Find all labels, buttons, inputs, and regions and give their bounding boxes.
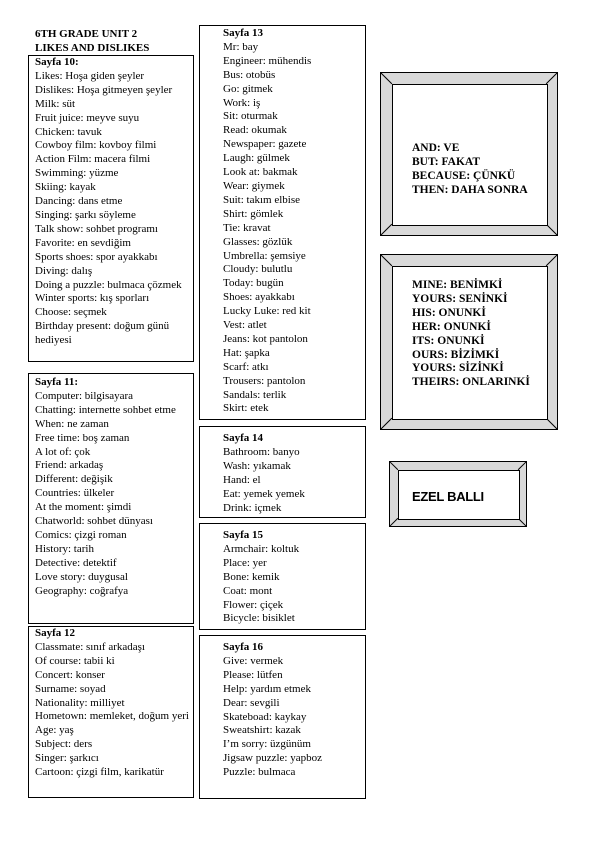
vocab-item: Skiing: kayak [35, 181, 96, 194]
sayfa14-title: Sayfa 14 [223, 432, 264, 444]
vocab-item: Birthday present: doğum günü hediyesi [35, 320, 170, 347]
possessive-item: YOURS: SENİNKİ [412, 292, 508, 305]
vocab-item: Shirt: gömlek [223, 207, 284, 220]
conjunction-item: AND: VE [412, 142, 460, 154]
vocab-item: Computer: bilgisayara [35, 389, 134, 402]
vocab-item: Of course: tabii ki [35, 654, 115, 667]
vocab-item: Newspaper: gazete [223, 138, 307, 151]
vocab-item: Sandals: terlik [223, 388, 287, 401]
vocab-item: Singer: şarkıcı [35, 752, 99, 765]
conjunction-item: BECAUSE: ÇÜNKÜ [412, 169, 516, 182]
vocab-item: Laugh: gülmek [223, 152, 290, 165]
sayfa16-list [223, 655, 365, 780]
vocab-item: Work: iş [223, 96, 261, 109]
vocab-item: A lot of: çok [35, 445, 91, 458]
sayfa13-title: Sayfa 13 [223, 27, 264, 39]
vocab-item: Comics: çizgi roman [35, 528, 127, 541]
vocab-item: Tie: kravat [223, 221, 271, 234]
sayfa16-box [199, 635, 366, 799]
vocab-item: Bone: kemik [223, 570, 280, 583]
vocab-item: Glasses: gözlük [223, 235, 293, 248]
vocab-item: Milk: süt [35, 97, 76, 110]
vocab-item: At the moment: şimdi [35, 501, 132, 514]
conjunction-item: BUT: FAKAT [412, 155, 481, 168]
sayfa10-box [28, 55, 194, 362]
conjunctions-list [412, 142, 547, 198]
possessive-item: YOURS: SİZİNKİ [412, 362, 504, 375]
vocab-item: Wear: giymek [223, 179, 285, 192]
vocab-item: Diving: dalış [35, 264, 93, 277]
vocab-item: Read: okumak [223, 124, 287, 137]
vocab-item: Concert: konser [35, 668, 105, 681]
vocab-item: Surname: soyad [35, 682, 106, 695]
header-grade: 6TH GRADE UNIT 2 [35, 28, 138, 40]
vocab-item: Classmate: sınıf arkadaşı [35, 640, 145, 653]
vocab-item: Hometown: memleket, doğum yeri [35, 710, 189, 723]
sayfa13-list [223, 41, 365, 416]
vocab-item: Fruit juice: meyve suyu [35, 111, 140, 124]
vocab-item: Shoes: ayakkabı [223, 291, 295, 304]
document-header [35, 28, 195, 56]
vocab-item: Subject: ders [35, 738, 93, 751]
vocab-item: Flower: çiçek [223, 598, 284, 611]
vocab-item: Dislikes: Hoşa gitmeyen şeyler [35, 83, 173, 96]
sayfa12-title: Sayfa 12 [35, 627, 76, 639]
vocab-item: Give: vermek [223, 654, 284, 667]
sayfa12-box [28, 626, 194, 798]
vocab-item: Likes: Hoşa giden şeyler [35, 69, 145, 82]
conjunctions-panel [392, 84, 548, 226]
vocab-item: Love story: duygusal [35, 570, 128, 583]
sayfa16-title: Sayfa 16 [223, 641, 264, 653]
vocab-item: Sit: oturmak [223, 110, 278, 123]
vocab-item: Singing: şarkı söyleme [35, 208, 136, 221]
vocab-item: Suit: takım elbise [223, 193, 300, 206]
possessives-frame [380, 254, 558, 430]
sayfa15-box [199, 523, 366, 630]
vocab-item: Sports shoes: spor ayakkabı [35, 250, 158, 263]
vocab-item: Hand: el [223, 473, 261, 486]
vocab-item: Please: lütfen [223, 668, 283, 681]
possessive-item: HER: ONUNKİ [412, 320, 491, 333]
vocab-item: Jigsaw puzzle: yapboz [223, 752, 322, 765]
vocab-item: Talk show: sohbet programı [35, 222, 158, 235]
vocab-item: Bicycle: bisiklet [223, 612, 295, 625]
vocab-item: Free time: boş zaman [35, 431, 130, 444]
vocab-item: Cartoon: çizgi film, karikatür [35, 766, 164, 779]
vocab-item: Friend: arkadaş [35, 459, 104, 472]
possessives-panel [392, 266, 548, 420]
possessive-item: THEIRS: ONLARINKİ [412, 376, 530, 389]
vocab-item: Bathroom: banyo [223, 445, 300, 458]
vocab-item: Doing a puzzle: bulmaca çözmek [35, 278, 182, 291]
possessive-item: OURS: BİZİMKİ [412, 348, 500, 361]
sayfa11-box [28, 373, 194, 624]
possessive-item: HIS: ONUNKİ [412, 306, 486, 319]
sayfa10-list [35, 70, 193, 348]
conjunctions-frame [380, 72, 558, 236]
vocab-item: Drink: içmek [223, 501, 282, 514]
author-frame [389, 461, 527, 527]
sayfa13-box [199, 25, 366, 420]
vocab-item: Chatworld: sohbet dünyası [35, 515, 153, 528]
sayfa11-title: Sayfa 11: [35, 376, 79, 388]
vocab-item: Choose: seçmek [35, 306, 107, 319]
conjunction-item: THEN: DAHA SONRA [412, 183, 528, 196]
possessives-list [412, 279, 547, 390]
vocab-item: Help: yardım etmek [223, 682, 311, 695]
vocab-item: Wash: yıkamak [223, 459, 291, 472]
vocab-item: Winter sports: kış sporları [35, 292, 150, 305]
vocab-item: Skateboad: kaykay [223, 710, 307, 723]
vocab-item: Nationality: milliyet [35, 696, 125, 709]
vocab-item: Dear: sevgili [223, 696, 280, 709]
vocab-item: Look at: bakmak [223, 166, 298, 179]
vocab-item: Go: gitmek [223, 82, 273, 95]
vocab-item: Action Film: macera filmi [35, 153, 151, 166]
vocab-item: Lucky Luke: red kit [223, 305, 311, 318]
vocab-item: Sweatshirt: kazak [223, 724, 301, 737]
sayfa12-list [35, 641, 193, 780]
vocab-item: Today: bugün [223, 277, 284, 290]
author-panel [398, 470, 520, 520]
vocab-item: Jeans: kot pantolon [223, 332, 308, 345]
vocab-item: Puzzle: bulmaca [223, 766, 296, 779]
vocab-item: Place: yer [223, 556, 267, 569]
vocab-item: Cloudy: bulutlu [223, 263, 293, 276]
vocab-item: When: ne zaman [35, 417, 109, 430]
sayfa15-title: Sayfa 15 [223, 529, 264, 541]
vocab-item: Armchair: koltuk [223, 542, 300, 555]
possessive-item: MINE: BENİMKİ [412, 279, 503, 291]
vocab-item: Countries: ülkeler [35, 487, 115, 500]
vocab-item: Umbrella: şemsiye [223, 249, 306, 262]
sayfa14-list [223, 446, 365, 516]
vocab-item: Chatting: internette sohbet etme [35, 403, 176, 416]
vocab-item: I’m sorry: üzgünüm [223, 738, 311, 751]
vocab-item: Hat: şapka [223, 346, 270, 359]
vocab-item: Age: yaş [35, 724, 74, 737]
vocab-item: Favorite: en sevdiğim [35, 236, 131, 249]
vocab-item: Coat: mont [223, 584, 273, 597]
vocab-item: Mr: bay [223, 40, 259, 53]
header-unit-title: LIKES AND DISLIKES [35, 41, 150, 54]
vocab-item: Different: değişik [35, 473, 113, 486]
vocab-item: Trousers: pantolon [223, 374, 306, 387]
vocab-item: Scarf: atkı [223, 360, 269, 373]
sayfa11-list [35, 390, 193, 599]
vocab-item: Skirt: etek [223, 402, 269, 415]
vocab-item: History: tarih [35, 542, 94, 555]
vocab-item: Swimming: yüzme [35, 167, 119, 180]
author-name: EZEL BALLI [412, 489, 484, 504]
vocab-item: Chicken: tavuk [35, 125, 102, 138]
possessive-item: ITS: ONUNKİ [412, 334, 485, 347]
sayfa15-list [223, 543, 365, 626]
sayfa10-title: Sayfa 10: [35, 56, 79, 68]
sayfa14-box [199, 426, 366, 518]
vocab-item: Eat: yemek yemek [223, 487, 305, 500]
vocab-item: Engineer: mühendis [223, 54, 312, 67]
vocab-item: Bus: otobüs [223, 68, 276, 81]
vocab-item: Detective: detektif [35, 556, 117, 569]
vocab-item: Vest: atlet [223, 319, 267, 332]
vocab-item: Dancing: dans etme [35, 195, 123, 208]
vocab-item: Geography: coğrafya [35, 584, 129, 597]
vocab-item: Cowboy film: kovboy filmi [35, 139, 157, 152]
